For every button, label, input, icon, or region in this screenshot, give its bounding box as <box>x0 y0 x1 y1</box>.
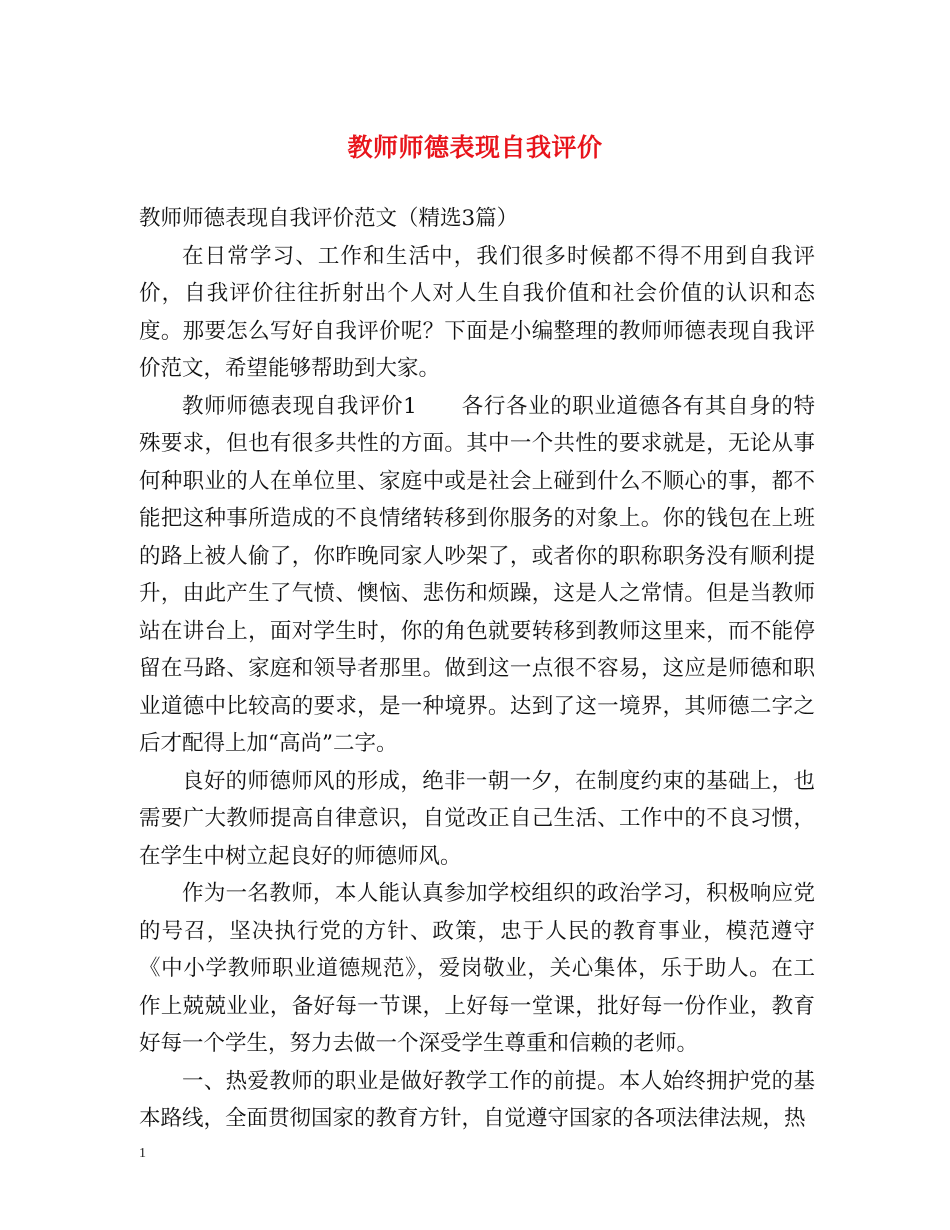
paragraph-point-one: 一、热爱教师的职业是做好教学工作的前提。本人始终拥护党的基本路线，全面贯彻国家的教育方针，自觉遵守国家的各项法律法规，热 <box>139 1068 815 1131</box>
paragraph-intro: 在日常学习、工作和生活中，我们很多时候都不得不用到自我评价，自我评价往往折射出个人对人生自我价值和社会价值的认识和态度。那要怎么写好自我评价呢？下面是小编整理的教师师德表现自我评价范文，希望能够帮助到大家。 <box>139 243 815 381</box>
paragraph-evaluation-1: 教师师德表现自我评价1 各行各业的职业道德各有其自身的特殊要求，但也有很多共性的方面。其中一个共性的要求就是，无论从事何种职业的人在单位里、家庭中或是社会上碰到什么不顺心的事，都不能把这种事所造成的不良情绪转移到你服务的对象上。你的钱包在上班的路上被人偷了，你昨晚同家人吵架了，或者你的职称职务没有顺利提升，由此产生了气愤、懊恼、悲伤和烦躁，这是人之常情。但是当教师站在讲台上，面对学生时，你的角色就要转移到教师这里来，而不能停留在马路、家庭和领导者那里。做到这一点很不容易，这应是师德和职业道德中比较高的要求，是一种境界。达到了这一境界，其师德二字之后才配得上加“高尚”二字。 <box>139 393 815 756</box>
document-title: 教师师德表现自我评价 <box>347 133 603 162</box>
page-number: 1 <box>139 1146 146 1161</box>
document-body <box>139 200 815 1138</box>
document-subtitle: 教师师德表现自我评价范文（精选3篇） <box>139 206 519 231</box>
paragraph-as-a-teacher: 作为一名教师，本人能认真参加学校组织的政治学习，积极响应党的号召，坚决执行党的方针、政策，忠于人民的教育事业，模范遵守《中小学教师职业道德规范》，爱岗敬业，关心集体，乐于助人。在工作上兢兢业业，备好每一节课，上好每一堂课，批好每一份作业，教育好每一个学生，努力去做一个深受学生尊重和信赖的老师。 <box>139 881 815 1056</box>
paragraph-teacher-ethics: 良好的师德师风的形成，绝非一朝一夕，在制度约束的基础上，也需要广大教师提高自律意识，自觉改正自己生活、工作中的不良习惯，在学生中树立起良好的师德师风。 <box>139 768 815 869</box>
